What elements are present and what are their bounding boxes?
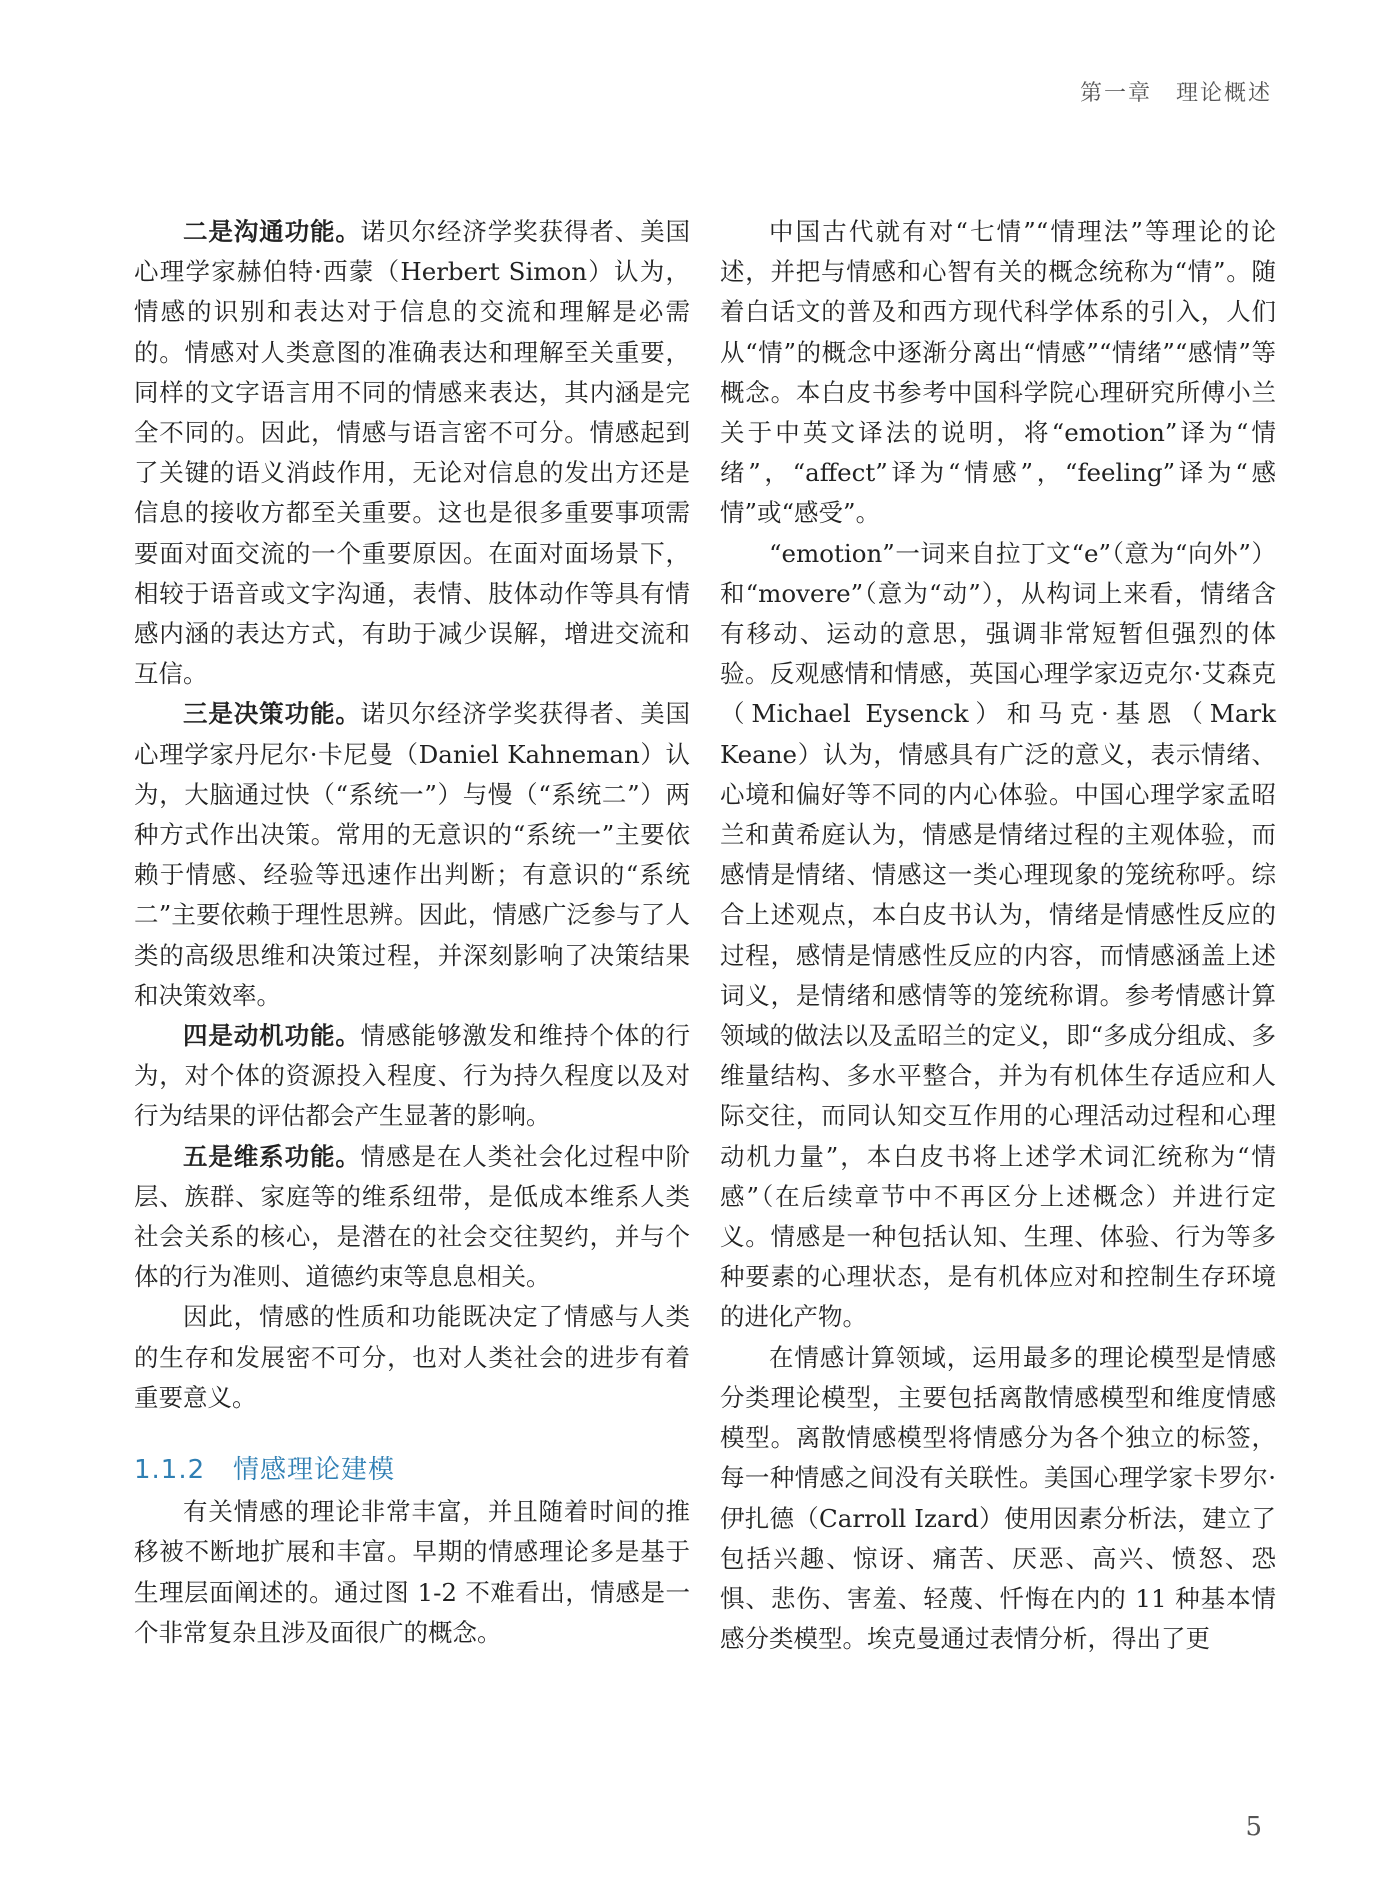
section-heading <box>134 1448 690 1492</box>
paragraph-lead: 三是决策功能。 <box>183 699 361 729</box>
paragraph-text: 情感能够激发和维持个体的行为，对个体的资源投入程度、行为持久程度以及对行为结果的评估都会产生显著的影响。 <box>134 1021 691 1131</box>
left-column <box>134 212 690 1653</box>
section-number: 1.1.2 <box>134 1455 206 1486</box>
paragraph-maintenance-function <box>134 1137 690 1298</box>
paragraph-text: 诺贝尔经济学奖获得者、美国心理学家赫伯特·西蒙（Herbert Simon）认为，情感的识别和表达对于信息的交流和理解是必需的。情感对人类意图的准确表达和理解至关重要，同样的文字语言用不同的情感来表达，其内涵是完全不同的。因此，情感与语言密不可分。情感起到了关键的语义消歧作用，无论对信息的发出方还是信息的接收方都至关重要。这也是很多重要事项需要面对面交流的一个重要原因。在面对面场景下，相较于语音或文字沟通，表情、肢体动作等具有情感内涵的表达方式，有助于减少误解，增进交流和互信。 <box>134 217 691 689</box>
paragraph-conclusion: 因此，情感的性质和功能既决定了情感与人类的生存和发展密不可分，也对人类社会的进步有着重要意义。 <box>134 1302 690 1412</box>
running-header-chapter: 第一章 理论概述 <box>1079 81 1272 106</box>
paragraph-classification-models: 在情感计算领域，运用最多的理论模型是情感分类理论模型，主要包括离散情感模型和维度情感模型。离散情感模型将情感分为各个独立的标签，每一种情感之间没有关联性。美国心理学家卡罗尔·伊扎德（Carroll Izard）使用因素分析法，建立了包括兴趣、惊讶、痛苦、厌恶、高兴、愤怒、恐惧、悲伤、害羞、轻蔑、忏悔在内的 11 种基本情感分类模型。埃克曼通过表情分析，得出了更 <box>720 1342 1276 1654</box>
paragraph-lead: 二是沟通功能。 <box>183 217 361 246</box>
paragraph-emotion-etymology: “emotion”一词来自拉丁文“e”（意为“向外”）和“movere”（意为“动”），从构词上来看，情绪含有移动、运动的意思，强调非常短暂但强烈的体验。反观感情和情感，英国心理学家迈克尔·艾森克（Michael Eysenck）和马克·基恩（Mark Keane）认为，情感具有广泛的意义，表示情绪、心境和偏好等不同的内心体验。中国心理学家孟昭兰和黄希庭认为，情感是情绪过程的主观体验，而感情是情绪、情感这一类心理现象的笼统称呼。综合上述观点，本白皮书认为，情绪是情感性反应的过程，感情是情感性反应的内容，而情感涵盖上述词义，是情绪和感情等的笼统称谓。参考情感计算领域的做法以及孟昭兰的定义，即“多成分组成、多维量结构、多水平整合，并为有机体生存适应和人际交往，而同认知交互作用的心理活动过程和心理动机力量”，本白皮书将上述学术词汇统称为“情感”（在后续章节中不再区分上述概念）并进行定义。情感是一种包括认知、生理、体验、行为等多种要素的心理状态，是有机体应对和控制生存环境的进化产物。 <box>720 538 1276 1332</box>
paragraph-decision-function <box>134 694 690 1016</box>
right-column <box>720 212 1276 1659</box>
paragraph-lead: 四是动机功能。 <box>183 1021 361 1051</box>
paragraph-text: 情感是在人类社会化过程中阶层、族群、家庭等的维系纽带，是低成本维系人类社会关系的核心，是潜在的社会交往契约，并与个体的行为准则、道德约束等息息相关。 <box>134 1141 691 1292</box>
paragraph-text: 诺贝尔经济学奖获得者、美国心理学家丹尼尔·卡尼曼（Daniel Kahneman）认为，大脑通过快（“系统一”）与慢（“系统二”）两种方式作出决策。常用的无意识的“系统一”主要依赖于情感、经验等迅速作出判断；有意识的“系统二”主要依赖于理性思辨。因此，情感广泛参与了人类的高级思维和决策过程，并深刻影响了决策结果和决策效率。 <box>134 699 691 1010</box>
paragraph-motivation-function <box>134 1016 690 1137</box>
paragraph-ancient-china: 中国古代就有对“七情”“情理法”等理论的论述，并把与情感和心智有关的概念统称为“情”。随着白话文的普及和西方现代科学体系的引入，人们从“情”的概念中逐渐分离出“情感”“情绪”“感情”等概念。本白皮书参考中国科学院心理研究所傅小兰关于中英文译法的说明，将“emotion”译为“情绪”，“affect”译为“情感”，“feeling”译为“感情”或“感受”。 <box>720 217 1276 528</box>
page-number: 5 <box>1245 1812 1262 1842</box>
paragraph-communication-function <box>134 212 690 694</box>
section-title: 情感理论建模 <box>232 1455 395 1486</box>
paragraph-emotion-theory-intro: 有关情感的理论非常丰富，并且随着时间的推移被不断地扩展和丰富。早期的情感理论多是基于生理层面阐述的。通过图 1-2 不难看出，情感是一个非常复杂且涉及面很广的概念。 <box>134 1497 690 1647</box>
paragraph-lead: 五是维系功能。 <box>183 1141 361 1171</box>
